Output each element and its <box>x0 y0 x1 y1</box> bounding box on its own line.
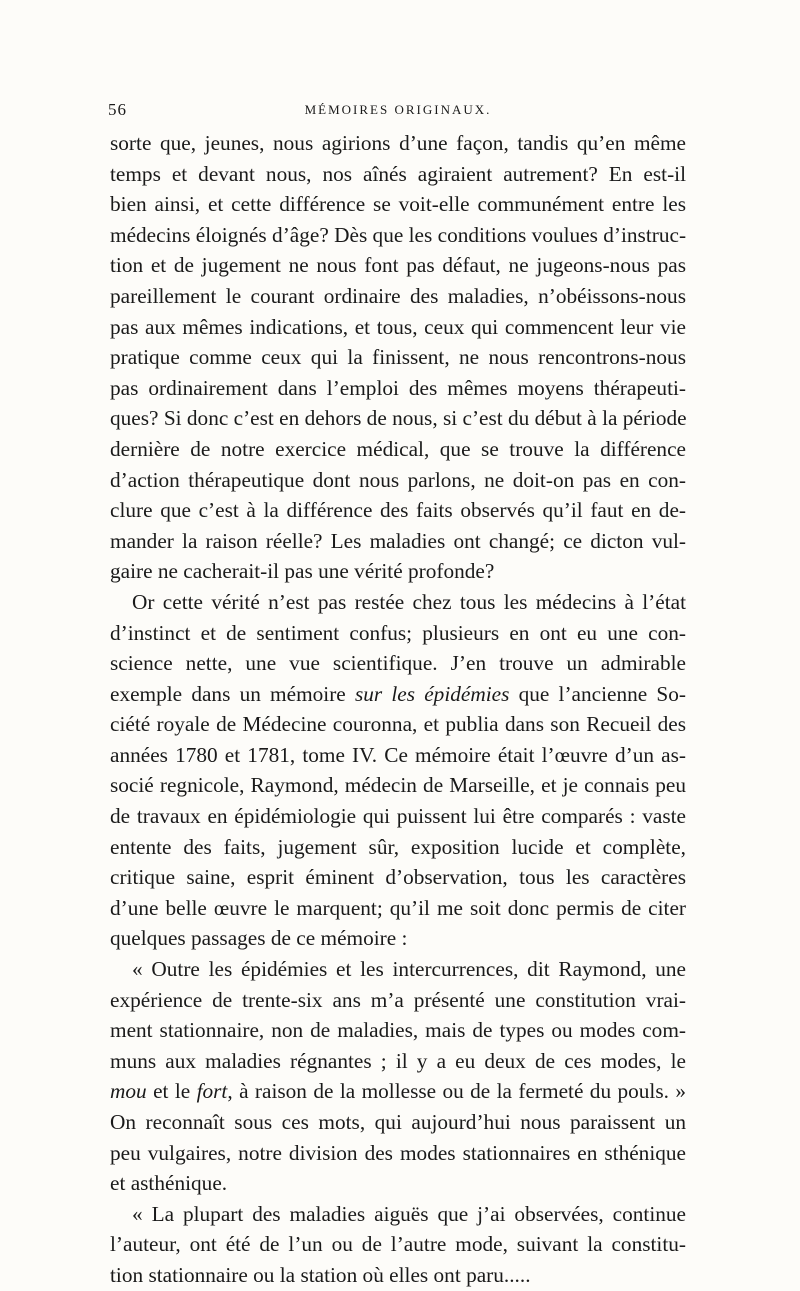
text-run: Or cette vérité n’est pas restée chez tous les médecins à l’état <box>132 589 686 614</box>
text-run: et le <box>146 1079 197 1104</box>
text-run: socié regnicole, Raymond, médecin de Marseille, et je connais peu <box>110 773 686 798</box>
text-line <box>110 526 686 557</box>
text-line <box>110 434 686 465</box>
text-line <box>110 893 686 924</box>
text-line <box>110 985 686 1016</box>
text-line <box>110 250 686 281</box>
text-run: science nette, une vue scientifique. J’en trouve un admirable <box>110 651 686 676</box>
text-run: années 1780 et 1781, tome IV. Ce mémoire était l’œuvre d’un as- <box>110 742 686 767</box>
text-line <box>110 220 686 251</box>
text-run: de travaux en épidémiologie qui puissent lui être comparés : vaste <box>110 804 686 829</box>
page-number: 56 <box>108 100 127 119</box>
text-run: pas aux mêmes indications, et tous, ceux qui commencent leur vie <box>110 314 686 339</box>
text-line <box>110 342 686 373</box>
italic-phrase: fort <box>196 1079 228 1104</box>
text-run: muns aux maladies régnantes ; il y a eu deux de ces modes, le <box>110 1048 686 1073</box>
text-line <box>110 556 686 587</box>
text-line <box>110 679 686 710</box>
text-run: « La plupart des maladies aiguës que j’ai observées, continue <box>132 1201 686 1226</box>
text-run: clure que c’est à la différence des faits observés qu’il faut en de- <box>110 498 686 523</box>
text-line <box>110 1199 686 1230</box>
text-line <box>110 128 686 159</box>
text-run: et asthénique. <box>110 1171 228 1196</box>
text-run: l’auteur, ont été de l’un ou de l’autre mode, suivant la constitu- <box>110 1232 686 1257</box>
text-line <box>110 1168 686 1199</box>
text-run: ciété royale de Médecine couronna, et publia dans son Recueil des <box>110 712 686 737</box>
text-run: tion stationnaire ou la station où elles ont paru..... <box>110 1262 531 1287</box>
body-text <box>110 128 686 1291</box>
text-run: pareillement le courant ordinaire des maladies, n’obéissons-nous <box>110 283 686 308</box>
text-run: expérience de trente-six ans m’a présenté une constitution vrai- <box>110 987 686 1012</box>
text-run: tion et de jugement ne nous font pas défaut, ne jugeons-nous pas <box>110 253 686 278</box>
text-run: entente des faits, jugement sûr, exposition lucide et complète, <box>110 834 686 859</box>
text-line <box>110 1260 686 1291</box>
text-line <box>110 862 686 893</box>
text-line <box>110 403 686 434</box>
text-run: temps et devant nous, nos aînés agiraient autrement? En est-il <box>110 161 686 186</box>
text-line <box>110 587 686 618</box>
text-line <box>110 770 686 801</box>
text-run: pratique comme ceux qui la finissent, ne nous rencontrons-nous <box>110 345 686 370</box>
text-line <box>110 495 686 526</box>
text-run: peu vulgaires, notre division des modes stationnaires en sthénique <box>110 1140 686 1165</box>
text-run: exemple dans un mémoire <box>110 681 355 706</box>
text-run: d’instinct et de sentiment confus; plusieurs en ont eu une con- <box>110 620 686 645</box>
text-line <box>110 740 686 771</box>
text-line <box>110 312 686 343</box>
text-line <box>110 373 686 404</box>
running-title: MÉMOIRES ORIGINAUX. <box>304 102 492 117</box>
text-run: médecins éloignés d’âge? Dès que les conditions voulues d’instruc- <box>110 222 687 247</box>
text-line <box>110 1107 686 1138</box>
text-line <box>110 954 686 985</box>
text-run: quelques passages de ce mémoire : <box>110 926 408 951</box>
text-line <box>110 1015 686 1046</box>
text-run: pas ordinairement dans l’emploi des mêmes moyens thérapeuti- <box>110 375 686 400</box>
text-run: mander la raison réelle? Les maladies ont changé; ce dicton vul- <box>110 528 686 553</box>
italic-phrase: sur les épidémies <box>354 681 510 706</box>
text-line <box>110 465 686 496</box>
text-run: ment stationnaire, non de maladies, mais de types ou modes com- <box>110 1018 686 1043</box>
text-run: dernière de notre exercice médical, que se trouve la différence <box>110 436 686 461</box>
text-run: ques? Si donc c’est en dehors de nous, si c’est du début à la période <box>110 406 687 431</box>
text-run: d’une belle œuvre le marquent; qu’il me soit donc permis de citer <box>110 895 686 920</box>
text-run: On reconnaît sous ces mots, qui aujourd’hui nous paraissent un <box>110 1110 686 1134</box>
text-run: gaire ne cacherait-il pas une vérité profonde? <box>110 559 495 584</box>
text-run: , à raison de la mollesse ou de la fermeté du pouls. » <box>227 1079 686 1104</box>
running-head <box>108 100 688 122</box>
text-run: critique saine, esprit éminent d’observation, tous les caractères <box>110 865 686 890</box>
text-line <box>110 923 686 954</box>
text-run: que l’ancienne So- <box>509 681 686 706</box>
text-line <box>110 709 686 740</box>
text-line <box>110 281 686 312</box>
text-run: bien ainsi, et cette différence se voit-elle communément entre les <box>110 192 686 217</box>
text-run: sorte que, jeunes, nous agirions d’une façon, tandis qu’en même <box>110 131 686 155</box>
text-line <box>110 618 686 649</box>
text-line <box>110 1046 686 1077</box>
text-line <box>110 1229 686 1260</box>
text-line <box>110 801 686 832</box>
text-run: « Outre les épidémies et les intercurrences, dit Raymond, une <box>132 957 686 982</box>
italic-phrase: mou <box>110 1079 147 1104</box>
text-line <box>110 159 686 190</box>
text-line <box>110 648 686 679</box>
text-run: d’action thérapeutique dont nous parlons, ne doit-on pas en con- <box>110 467 686 492</box>
text-line <box>110 832 686 863</box>
text-line <box>110 189 686 220</box>
text-line <box>110 1138 686 1169</box>
text-line <box>110 1076 686 1107</box>
